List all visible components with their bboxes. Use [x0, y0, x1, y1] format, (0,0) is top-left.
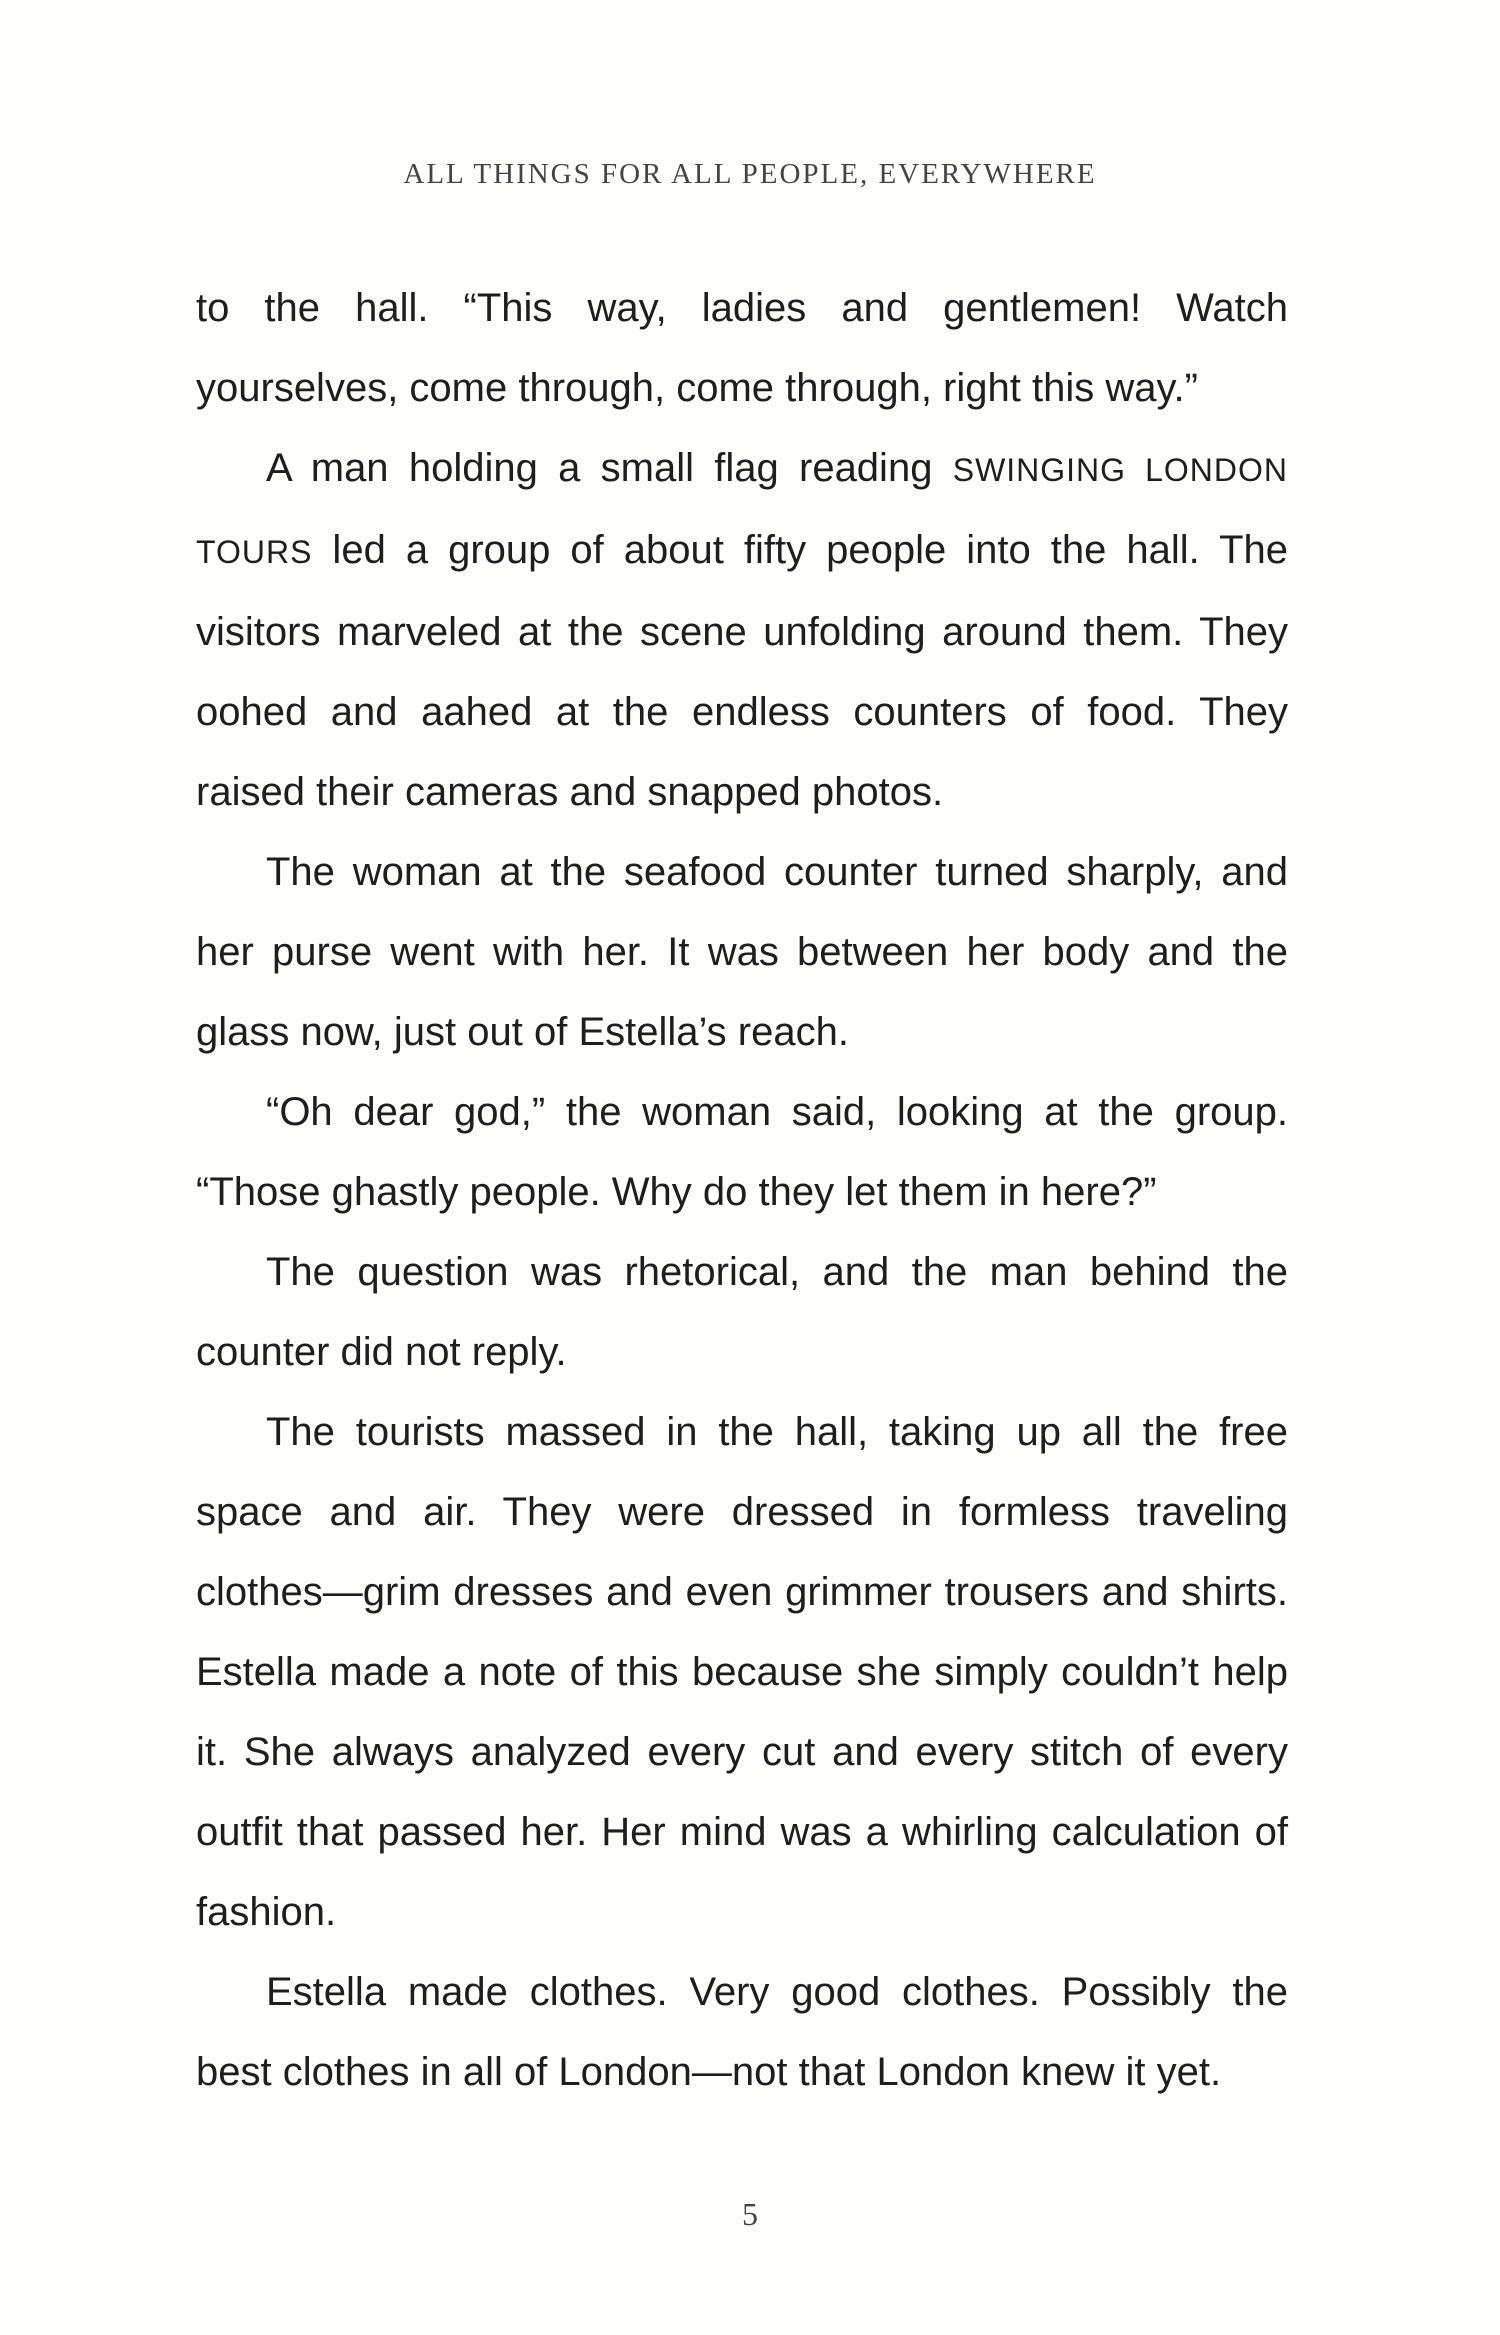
paragraph-2-end: led a group of about fifty people into the hall. The visitors marveled at the scene unfolding around them. They oohed and aahed at the endless counters of food. They raised their cameras and snapped photos.	[196, 528, 1288, 814]
paragraph-7: Estella made clothes. Very good clothes. Possibly the best clothes in all of London—not that London knew it yet.	[196, 1970, 1288, 2094]
paragraph-2	[196, 428, 1288, 832]
body-text	[196, 268, 1288, 2112]
paragraph-6: The tourists massed in the hall, taking up all the free space and air. They were dressed in formless traveling clothes—grim dresses and even grimmer trousers and shirts. Estella made a note of this because she simply couldn’t help it. She always analyzed every cut and every stitch of every outfit that passed her. Her mind was a whirling calculation of fashion.	[196, 1410, 1288, 1934]
paragraph-5: The question was rhetorical, and the man behind the counter did not reply.	[196, 1250, 1288, 1374]
page-number: 5	[742, 2196, 758, 2232]
paragraph-1: to the hall. “This way, ladies and gentlemen! Watch yourselves, come through, come through, right this way.”	[196, 286, 1288, 410]
paragraph-3: The woman at the seafood counter turned sharply, and her purse went with her. It was between her body and the glass now, just out of Estella’s reach.	[196, 850, 1288, 1054]
running-head: ALL THINGS FOR ALL PEOPLE, EVERYWHERE	[403, 158, 1097, 190]
tour-flag-text: SWINGING LONDON TOURS	[196, 452, 1289, 570]
paragraph-4: “Oh dear god,” the woman said, looking at the group. “Those ghastly people. Why do they let them in here?”	[196, 1090, 1288, 1214]
paragraph-2-start: A man holding a small flag reading	[266, 446, 953, 490]
